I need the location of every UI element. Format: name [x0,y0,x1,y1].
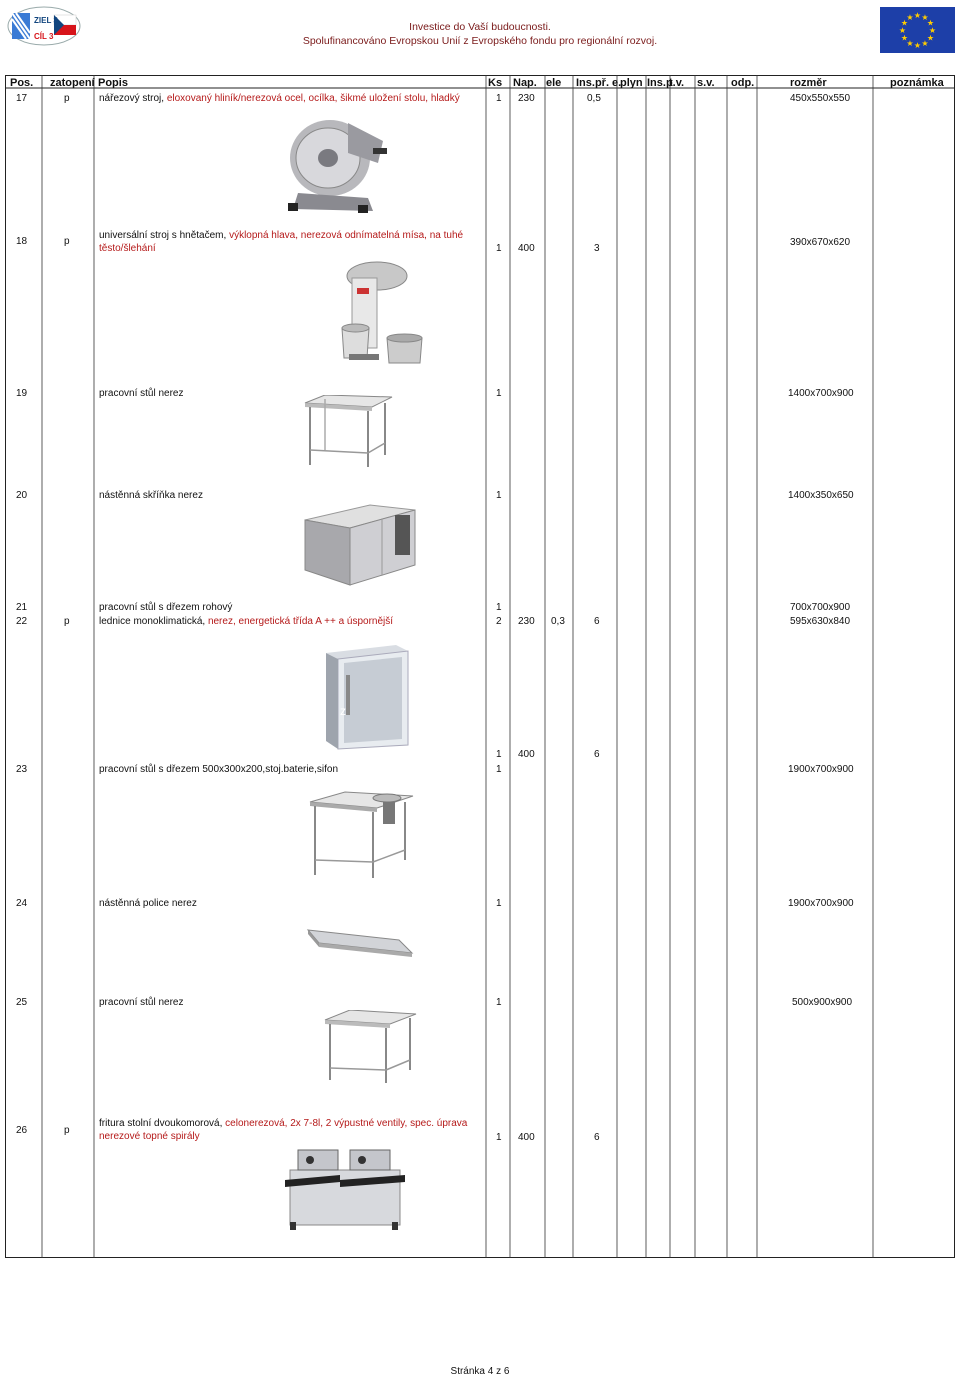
row-24-ks: 1 [496,898,502,909]
col-header-poznamka: poznámka [890,77,944,89]
row-18-ele: 3 [594,243,600,254]
row-23-rozmer: 1900x700x900 [788,764,854,775]
row-21-pos: 21 [16,602,28,613]
row-17-zatopeni: p [64,93,70,104]
row-23-popis: pracovní stůl s dřezem 500x300x200,stoj.baterie,sifon [99,764,339,775]
row-26-zatopeni: p [64,1125,70,1136]
row-22-popis-plain: lednice monoklimatická, [99,616,208,627]
col-header-sv: s.v. [697,77,715,89]
wall-cabinet-image [300,500,418,595]
header-line-2: Spolufinancováno Evropskou Unií z Evropského fondu pro regionální rozvoj. [302,35,658,47]
fryer-image [280,1140,415,1237]
logo-text-cil: CÍL 3 [34,32,54,41]
row-22-zatopeni: p [64,616,70,627]
row-22-rozmer: 595x630x840 [790,616,851,627]
row-18-popis-plain: universální stroj s hnětačem, [99,230,230,241]
eu-star-icon: ★ [921,39,929,48]
row-22-popis-red: nerez, energetická třída A ++ a úspornější [207,616,394,627]
row-17-ks: 1 [496,93,502,104]
col-header-odp: odp. [731,77,755,89]
row-18-zatopeni: p [64,236,70,247]
table-25-image [320,1010,420,1090]
row-25-rozmer: 500x900x900 [792,997,853,1008]
col-header-tv: t.v. [669,77,685,89]
row-19-rozmer: 1400x700x900 [788,388,854,399]
row-19-ks: 1 [496,388,502,399]
eu-flag-logo [880,7,955,53]
eu-star-icon: ★ [928,26,937,35]
slicer-image [278,103,393,223]
row-18-pos: 18 [16,236,28,247]
row-22-nap: 230 [518,616,535,627]
row-20-ks: 1 [496,490,502,501]
eu-star-icon: ★ [926,33,935,43]
eu-star-icon: ★ [898,26,907,35]
row-26-popis-red: celonerezová, 2x 7-8l, 2 výpustné ventily, spec. úprava nerezové topné spirály [99,1118,468,1142]
row-18-popis [99,229,479,255]
row-26-nap: 400 [518,1132,535,1143]
row-22-popis [99,616,393,627]
row-24-rozmer: 1900x700x900 [788,898,854,909]
mixer-image [337,258,427,375]
row-23-pos: 23 [16,764,28,775]
page-number: Stránka 4 z 6 [450,1366,510,1377]
fridge-image [316,645,412,755]
col-header-pos: Pos. [10,77,34,89]
col-header-ks: Ks [488,77,503,89]
row-17-ele: 0,5 [587,93,601,104]
row-26-pos: 26 [16,1125,28,1136]
row-25-popis: pracovní stůl nerez [99,997,184,1008]
row-20-pos: 20 [16,490,28,501]
eu-star-icon: ★ [913,11,922,20]
col-header-plyn: plyn [620,77,643,89]
col-header-zatopeni: zatopení [50,77,95,89]
eu-star-icon: ★ [926,18,935,28]
wall-shelf-image [304,915,414,970]
row-17-popis-plain: nářezový stroj, [99,93,167,104]
row-19-popis: pracovní stůl nerez [99,388,184,399]
row-22b-ks: 1 [496,749,502,760]
eu-star-icon: ★ [906,39,914,48]
row-18-nap: 400 [518,243,535,254]
row-20-popis: nástěnná skříňka nerez [99,490,203,501]
row-22-ele: 0,3 [551,616,565,627]
row-21-ks: 1 [496,602,502,613]
col-header-ins-p: Ins.p [647,77,673,89]
row-25-ks: 1 [496,997,502,1008]
row-22b-plyn: 6 [594,749,600,760]
col-header-ins-pr-e: Ins.př. e. [576,77,622,89]
row-25-pos: 25 [16,997,28,1008]
eu-star-icon: ★ [900,33,909,43]
row-21-rozmer: 700x700x900 [790,602,851,613]
row-17-nap: 230 [518,93,535,104]
row-22-ks: 2 [496,616,502,627]
row-22b-nap: 400 [518,749,535,760]
row-17-popis-red: eloxovaný hliník/nerezová ocel, ocílka, šikmé uložení stolu, hladký [166,93,460,104]
row-20-rozmer: 1400x350x650 [788,490,854,501]
header-line-1: Investice do Vaší budoucnosti. [409,21,551,33]
col-header-rozmer: rozměr [790,77,827,89]
row-24-pos: 24 [16,898,28,909]
row-22-plyn: 6 [594,616,600,627]
row-17-rozmer: 450x550x550 [790,93,851,104]
eu-star-icon: ★ [921,13,929,22]
logo-text-ziel: ZIEL 3 [34,16,58,25]
svg-text:z: z [340,704,346,718]
row-19-pos: 19 [16,388,28,399]
row-18-ks: 1 [496,243,502,254]
col-header-popis: Popis [98,77,128,89]
row-18-popis-red: výklopná hlava, nerezová odnímatelná mísa, na tuhé těsto/šlehání [99,230,464,254]
row-24-popis: nástěnná police nerez [99,898,197,909]
row-18-rozmer: 390x670x620 [790,237,851,248]
row-26-ele: 6 [594,1132,600,1143]
sink-table-image [305,790,417,887]
eu-star-icon: ★ [906,13,914,22]
row-21-popis: pracovní stůl s dřezem rohový [99,602,233,613]
row-26-ks: 1 [496,1132,502,1143]
row-17-pos: 17 [16,93,28,104]
eu-star-icon: ★ [900,18,909,28]
col-header-ele: ele [546,77,562,89]
row-22-pos: 22 [16,616,28,627]
col-header-nap: Nap. [513,77,537,89]
table-19-image [300,395,395,475]
row-23-ks: 1 [496,764,502,775]
row-26-popis-plain: fritura stolní dvoukomorová, [99,1118,226,1129]
eu-star-icon: ★ [913,41,922,50]
